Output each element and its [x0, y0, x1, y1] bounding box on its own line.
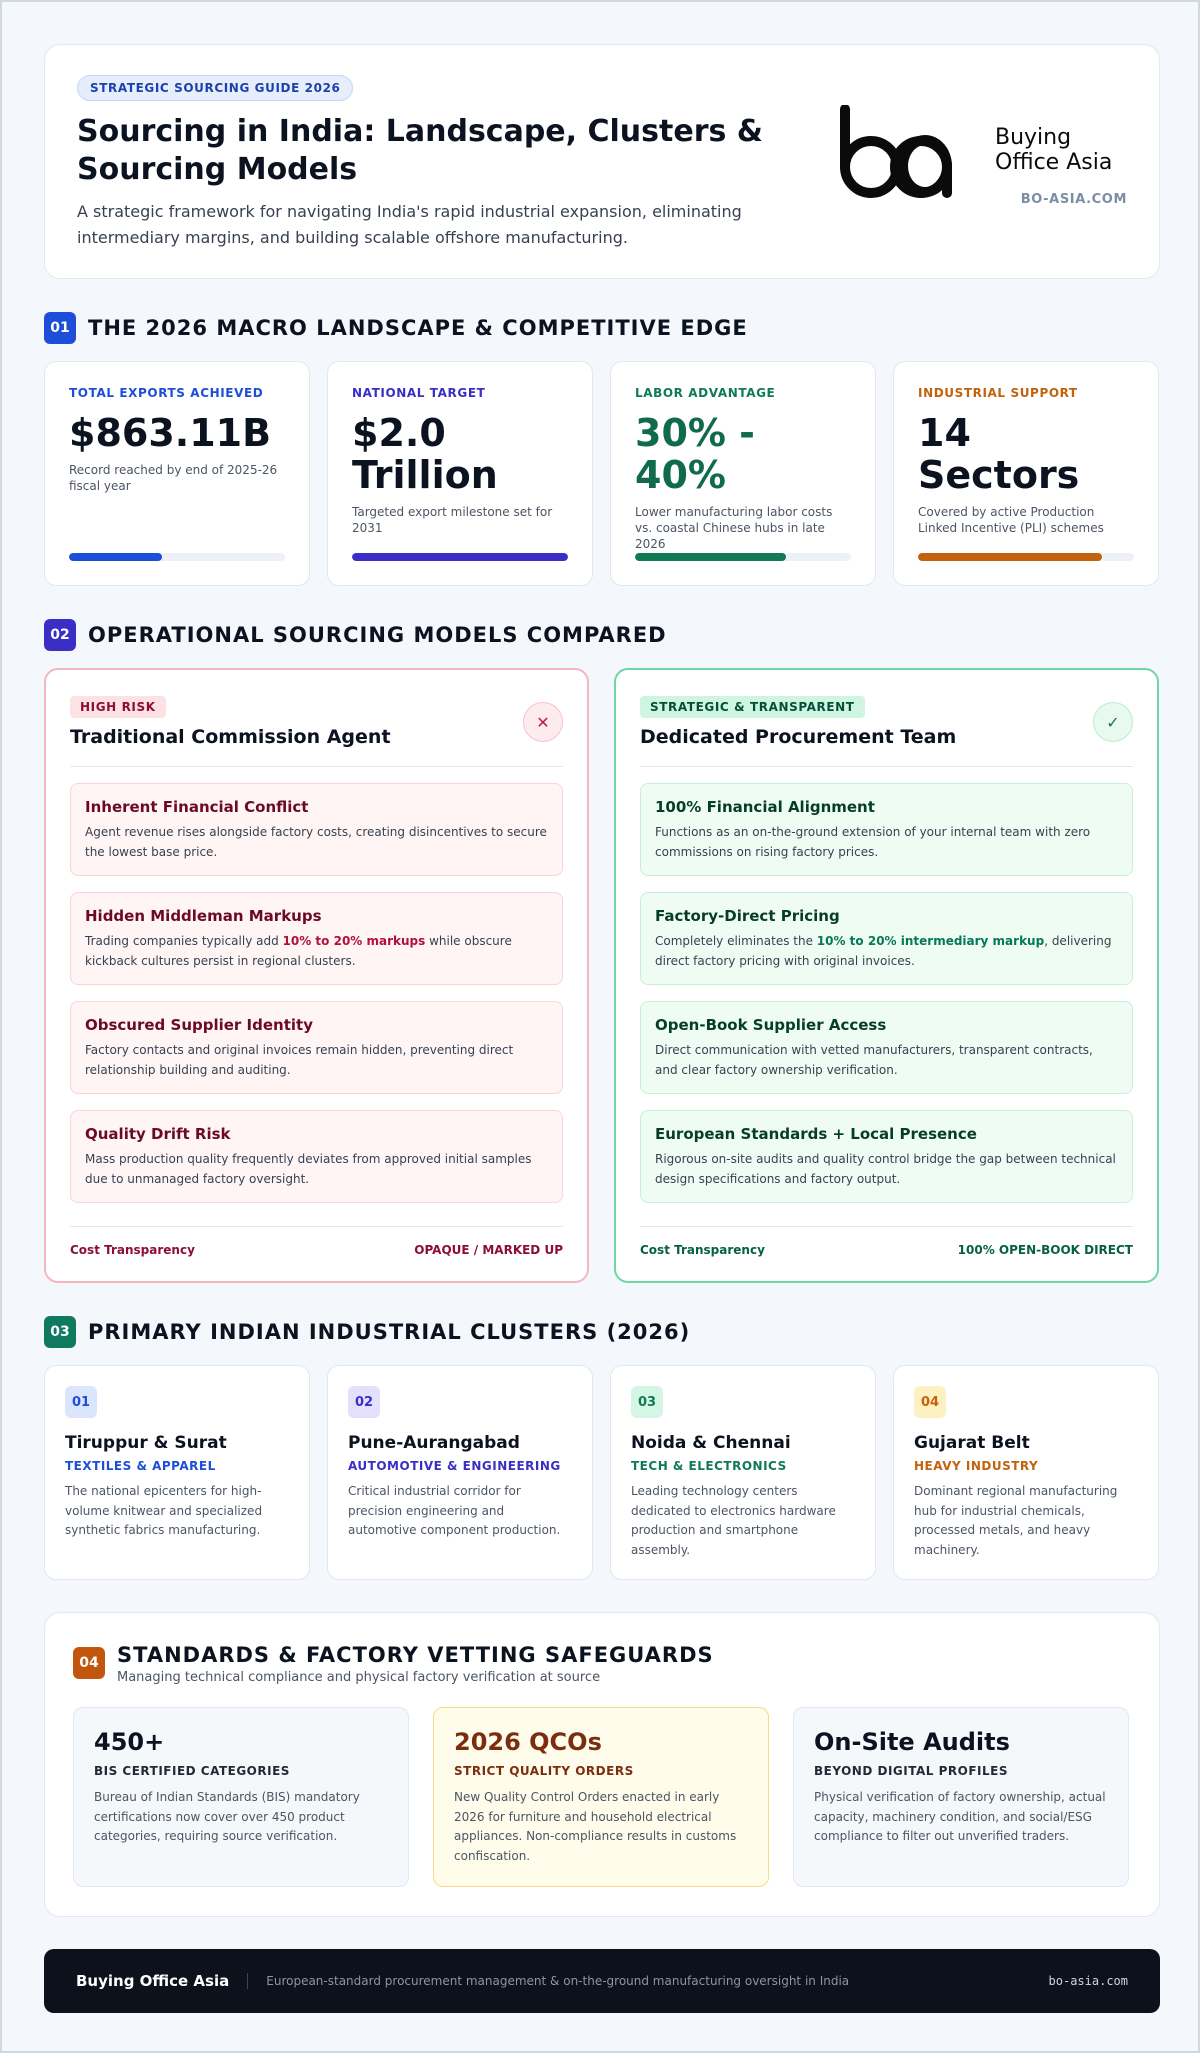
point-text: Factory contacts and original invoices remain hidden, preventing direct relationship building and auditing.	[85, 1043, 514, 1077]
stat-label: INDUSTRIAL SUPPORT	[918, 386, 1078, 400]
cost-transparency-row	[70, 1226, 563, 1257]
standard-headline: On-Site Audits	[814, 1728, 1010, 1756]
point-text: Functions as an on-the-ground extension of your internal team with zero commissions on rising factory prices.	[655, 825, 1091, 859]
stat-description: Lower manufacturing labor costs vs. coastal Chinese hubs in late 2026	[635, 505, 833, 551]
model-point	[640, 1001, 1133, 1094]
cluster-name: Gujarat Belt	[914, 1433, 1030, 1453]
procurement-team-card	[614, 668, 1159, 1283]
check-icon: ✓	[1093, 702, 1133, 742]
stat-value: 30% - 40%	[635, 411, 755, 497]
standard-description: New Quality Control Orders enacted in early 2026 for furniture and household electrical appliances. Non-compliance results in customs confiscation.	[454, 1790, 737, 1863]
standard-description: Physical verification of factory ownership, actual capacity, machinery condition, and social/ESG compliance to filter out unverified traders.	[814, 1790, 1106, 1843]
guide-pill: STRATEGIC SOURCING GUIDE 2026	[77, 75, 353, 101]
page	[44, 44, 1160, 2013]
stat-description: Record reached by end of 2025-26 fiscal year	[69, 463, 278, 493]
page-title: Sourcing in India: Landscape, Clusters & Sourcing Models	[77, 114, 763, 187]
model-items	[70, 783, 563, 1203]
stats-row	[44, 361, 1160, 586]
stat-label: LABOR ADVANTAGE	[635, 386, 776, 400]
divider	[640, 766, 1133, 767]
point-title: 100% Financial Alignment	[655, 798, 875, 816]
footer-separator	[247, 1973, 248, 1989]
point-title: European Standards + Local Presence	[655, 1125, 977, 1143]
stat-card	[327, 361, 593, 586]
point-text-post: , delivering direct factory pricing with original invoices.	[655, 934, 1112, 968]
model-point	[70, 1110, 563, 1203]
standard-label: BEYOND DIGITAL PROFILES	[814, 1764, 1008, 1778]
section-title: STANDARDS & FACTORY VETTING SAFEGUARDS	[117, 1643, 714, 1667]
x-icon: ✕	[523, 702, 563, 742]
point-text	[655, 931, 1118, 971]
cluster-name: Noida & Chennai	[631, 1433, 791, 1453]
cluster-name: Pune-Aurangabad	[348, 1433, 520, 1453]
stat-progress-fill	[69, 553, 162, 561]
point-text: Agent revenue rises alongside factory costs, creating disincentives to secure the lowest base price.	[85, 825, 547, 859]
header-card	[44, 44, 1160, 279]
standard-label: STRICT QUALITY ORDERS	[454, 1764, 634, 1778]
cluster-description: Critical industrial corridor for precision engineering and automotive component production.	[348, 1484, 561, 1537]
model-point	[70, 892, 563, 985]
cluster-number-badge: 04	[914, 1386, 946, 1418]
section-2-heading	[44, 618, 1160, 652]
point-text-post: while obscure kickback cultures persist in regional clusters.	[85, 934, 512, 968]
cost-transparency-label: Cost Transparency	[70, 1243, 195, 1257]
point-highlight: 10% to 20% markups	[282, 934, 426, 948]
standards-card	[44, 1612, 1160, 1917]
stat-progress-bar	[635, 553, 851, 561]
brand-logo[interactable]	[839, 105, 1129, 205]
standard-headline: 450+	[94, 1728, 165, 1756]
model-point	[640, 1110, 1133, 1203]
cluster-category: AUTOMOTIVE & ENGINEERING	[348, 1459, 561, 1473]
section-1-heading	[44, 311, 1160, 345]
footer-url[interactable]: bo-asia.com	[1048, 1974, 1128, 1988]
model-point	[70, 1001, 563, 1094]
footer-brand: Buying Office Asia	[76, 1972, 230, 1990]
section-title: PRIMARY INDIAN INDUSTRIAL CLUSTERS (2026)	[88, 1320, 691, 1344]
model-title: Traditional Commission Agent	[70, 726, 391, 748]
standard-description: Bureau of Indian Standards (BIS) mandatory certifications now cover over 450 product categories, requiring source verification.	[94, 1790, 360, 1843]
cluster-category: TECH & ELECTRONICS	[631, 1459, 787, 1473]
stat-value: $2.0 Trillion	[352, 411, 498, 497]
section-4-heading	[73, 1643, 1131, 1685]
risk-tag: HIGH RISK	[70, 696, 166, 718]
stat-label: TOTAL EXPORTS ACHIEVED	[69, 386, 264, 400]
cluster-description: The national epicenters for high-volume knitwear and specialized synthetic fabrics manufacturing.	[65, 1484, 263, 1537]
models-comparison	[44, 668, 1160, 1283]
page-subtitle: A strategic framework for navigating India's rapid industrial expansion, eliminating intermediary margins, and building scalable offshore manufacturing.	[77, 202, 742, 247]
stat-description: Targeted export milestone set for 2031	[352, 505, 553, 535]
boa-logo-icon	[839, 105, 989, 205]
stat-progress-fill	[352, 553, 568, 561]
section-3-heading	[44, 1315, 1160, 1349]
point-text: Rigorous on-site audits and quality control bridge the gap between technical design specifications and factory output.	[655, 1152, 1116, 1186]
cluster-card	[610, 1365, 876, 1580]
section-number-badge: 04	[73, 1647, 105, 1679]
cluster-category: TEXTILES & APPAREL	[65, 1459, 216, 1473]
cluster-number-badge: 01	[65, 1386, 97, 1418]
stat-label: NATIONAL TARGET	[352, 386, 486, 400]
section-title: THE 2026 MACRO LANDSCAPE & COMPETITIVE EDGE	[88, 316, 748, 340]
cluster-card	[44, 1365, 310, 1580]
section-subtitle: Managing technical compliance and physical factory verification at source	[117, 1670, 601, 1685]
cluster-number-badge: 03	[631, 1386, 663, 1418]
model-items	[640, 783, 1133, 1203]
point-text: Mass production quality frequently deviates from approved initial samples due to unmanaged factory oversight.	[85, 1152, 532, 1186]
cost-transparency-value: OPAQUE / MARKED UP	[414, 1243, 563, 1257]
stat-progress-bar	[69, 553, 285, 561]
cluster-name: Tiruppur & Surat	[65, 1433, 227, 1453]
divider	[70, 766, 563, 767]
standard-box	[793, 1707, 1129, 1887]
section-number-badge: 02	[44, 619, 76, 651]
point-title: Factory-Direct Pricing	[655, 907, 840, 925]
point-title: Inherent Financial Conflict	[85, 798, 309, 816]
section-number-badge: 03	[44, 1316, 76, 1348]
point-title: Hidden Middleman Markups	[85, 907, 322, 925]
stat-progress-bar	[918, 553, 1134, 561]
model-title: Dedicated Procurement Team	[640, 726, 957, 748]
point-text-pre: Trading companies typically add	[85, 934, 283, 948]
point-highlight: 10% to 20% intermediary markup	[816, 934, 1045, 948]
cluster-number-badge: 02	[348, 1386, 380, 1418]
footer-tagline: European-standard procurement management & on-the-ground manufacturing oversight in India	[266, 1974, 850, 1988]
cluster-description: Leading technology centers dedicated to electronics hardware production and smartphone assembly.	[631, 1484, 836, 1557]
cost-transparency-value: 100% OPEN-BOOK DIRECT	[957, 1243, 1133, 1257]
brand-url: BO-ASIA.COM	[1020, 192, 1127, 207]
footer	[44, 1949, 1160, 2013]
model-point	[640, 783, 1133, 876]
stat-progress-bar	[352, 553, 568, 561]
cluster-category: HEAVY INDUSTRY	[914, 1459, 1039, 1473]
section-number-badge: 01	[44, 312, 76, 344]
standards-boxes	[73, 1707, 1131, 1887]
section-title: OPERATIONAL SOURCING MODELS COMPARED	[88, 623, 667, 647]
strategic-tag: STRATEGIC & TRANSPARENT	[640, 696, 865, 718]
stat-progress-fill	[918, 553, 1102, 561]
cluster-card	[893, 1365, 1159, 1580]
model-point	[70, 783, 563, 876]
cluster-description: Dominant regional manufacturing hub for industrial chemicals, processed metals, and heavy machinery.	[914, 1484, 1118, 1557]
brand-name: Buying Office Asia	[995, 125, 1113, 175]
stat-card	[610, 361, 876, 586]
point-text-pre: Completely eliminates the	[655, 934, 817, 948]
stat-value: $863.11B	[69, 411, 272, 455]
point-title: Open-Book Supplier Access	[655, 1016, 887, 1034]
standard-label: BIS CERTIFIED CATEGORIES	[94, 1764, 290, 1778]
clusters-row	[44, 1365, 1160, 1580]
commission-agent-card	[44, 668, 589, 1283]
stat-value: 14 Sectors	[918, 411, 1080, 497]
cost-transparency-label: Cost Transparency	[640, 1243, 765, 1257]
stat-progress-fill	[635, 553, 786, 561]
stat-card	[44, 361, 310, 586]
cluster-card	[327, 1365, 593, 1580]
point-text: Direct communication with vetted manufacturers, transparent contracts, and clear factory ownership verification.	[655, 1043, 1093, 1077]
model-point	[640, 892, 1133, 985]
point-title: Quality Drift Risk	[85, 1125, 231, 1143]
standard-box	[73, 1707, 409, 1887]
point-title: Obscured Supplier Identity	[85, 1016, 313, 1034]
cost-transparency-row	[640, 1226, 1133, 1257]
stat-description: Covered by active Production Linked Incentive (PLI) schemes	[918, 505, 1104, 535]
standard-box	[433, 1707, 769, 1887]
stat-card	[893, 361, 1159, 586]
standard-headline: 2026 QCOs	[454, 1728, 602, 1756]
point-text	[85, 931, 548, 971]
